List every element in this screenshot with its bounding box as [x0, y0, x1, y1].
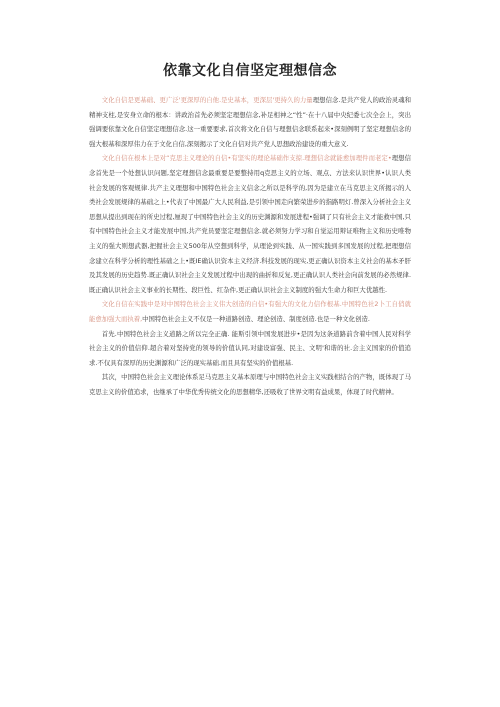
paragraph-4-text: 首先.中国特色社会主义道路之所以完全正确. 能斯引领中国发展进步•是因为这条道路前含着中国人民对科学社会主义的价值信仰.超合着对坚持党的领导的价值认同,对建设富强、民主、文明'和谐的社.会主义国家的价值追求.不仅具有深厚的历史渊源和广泛的现实基础.而且具有坚实的价值根基. [89, 329, 411, 367]
paragraph-1-highlight: 文化自信是更基础、更广泛'更深厚的自他.是史基本，更深层'更持久的力量 [101, 96, 313, 104]
paragraph-2 [89, 151, 411, 297]
paragraph-3-text: 中国特色社会主义不仅是一种道路创造、理论创造、制度创造.也是一种文化创造. [142, 314, 370, 323]
paragraph-5 [89, 370, 411, 399]
paragraph-1 [89, 93, 411, 151]
paragraph-3-highlight: 文化自信在实践中是对中国特色社会主义伟大创造的自信•有强大的文化力信作根基.中国特色社2卜工自俏就能愈加强大而执着, [89, 300, 411, 323]
paragraph-2-highlight: 文化自信在根本上是对“克思主义理论的自信•有坚实的理论基础作支掠.理想信念就能愈加理件而老定• [101, 154, 392, 163]
paragraph-4 [89, 327, 411, 371]
document-title: 依靠文化自信坚定理想信念 [163, 63, 337, 79]
document-page [89, 60, 411, 399]
paragraph-3 [89, 297, 411, 326]
paragraph-2-text: 理想信念首先是一个处想认识问题,坚定理想信念最重要是要整持用q克思主义的立场、观点、方法来认识世界•认识人类社会发展的客观规律.共产主义理想和中国特色社会主义信念之所以是科学的,因为是建立在马克思主义所揭示的人类社会发展规律的基础之上•代表了中国最广大人民利益,是引领中国走向繁荣进步的指路明灯.曾深入分析社会主义思想从提出到现在的所史过程,厘现了中国特色社会主义的历史渊源和发展进程•强调了只有社会主义才能救中国,只有中国特色社会主义才能发展中国,共产党员要坚定理想信念.就必须努力学习和自觉运用辩证唯物主义和历史唯物主义的强大则想武器,把握社会主义500年从空想到科学，从理论到实践、从一国实践到多国发展的过程,把理想信念建立在科学分析的理性基础之上•既IE确认识资本主义经济.科技发展的现实,更正确认识资本主义社会的基本矛肝及其发展的历史趋势.既正确认识社会主义发展过程中出现的曲折和反复,更正确认识人类社会向前发展的必然规律.既正确认识社会主义事业的长期性、段巨性、红杂件,更正确认识社会主义制度的强大生命力和巨大优越性. [89, 154, 412, 294]
paragraph-1-text: 理想信念.是共产党人的政治灵魂和精神支柱,是安身立命的根本：讲政治首先必须坚定理想信念,补足相神之“性”·在十八届中央纪委七次全会上，突出强调要依靠文化自信坚定理想信念.这一重要要求,首次将文化自信与理想信念联系起来•深刻例明了坚定理想信念的强大根基和深厚伟力在于文化自信,深刻揭示了文化自信对共产党人思想政治建设的重大意义. [89, 96, 412, 148]
paragraph-5-text: 其次，中国特色社会主义理论体系足马克思主义基本原理与中国特色社会主义实践相结合的产物，既体现了马克思主义的价值追求，也继承了中华优秀传统文化的思想精华,还吸收了世界文明有益成果，体现了时代精神。 [89, 373, 411, 396]
